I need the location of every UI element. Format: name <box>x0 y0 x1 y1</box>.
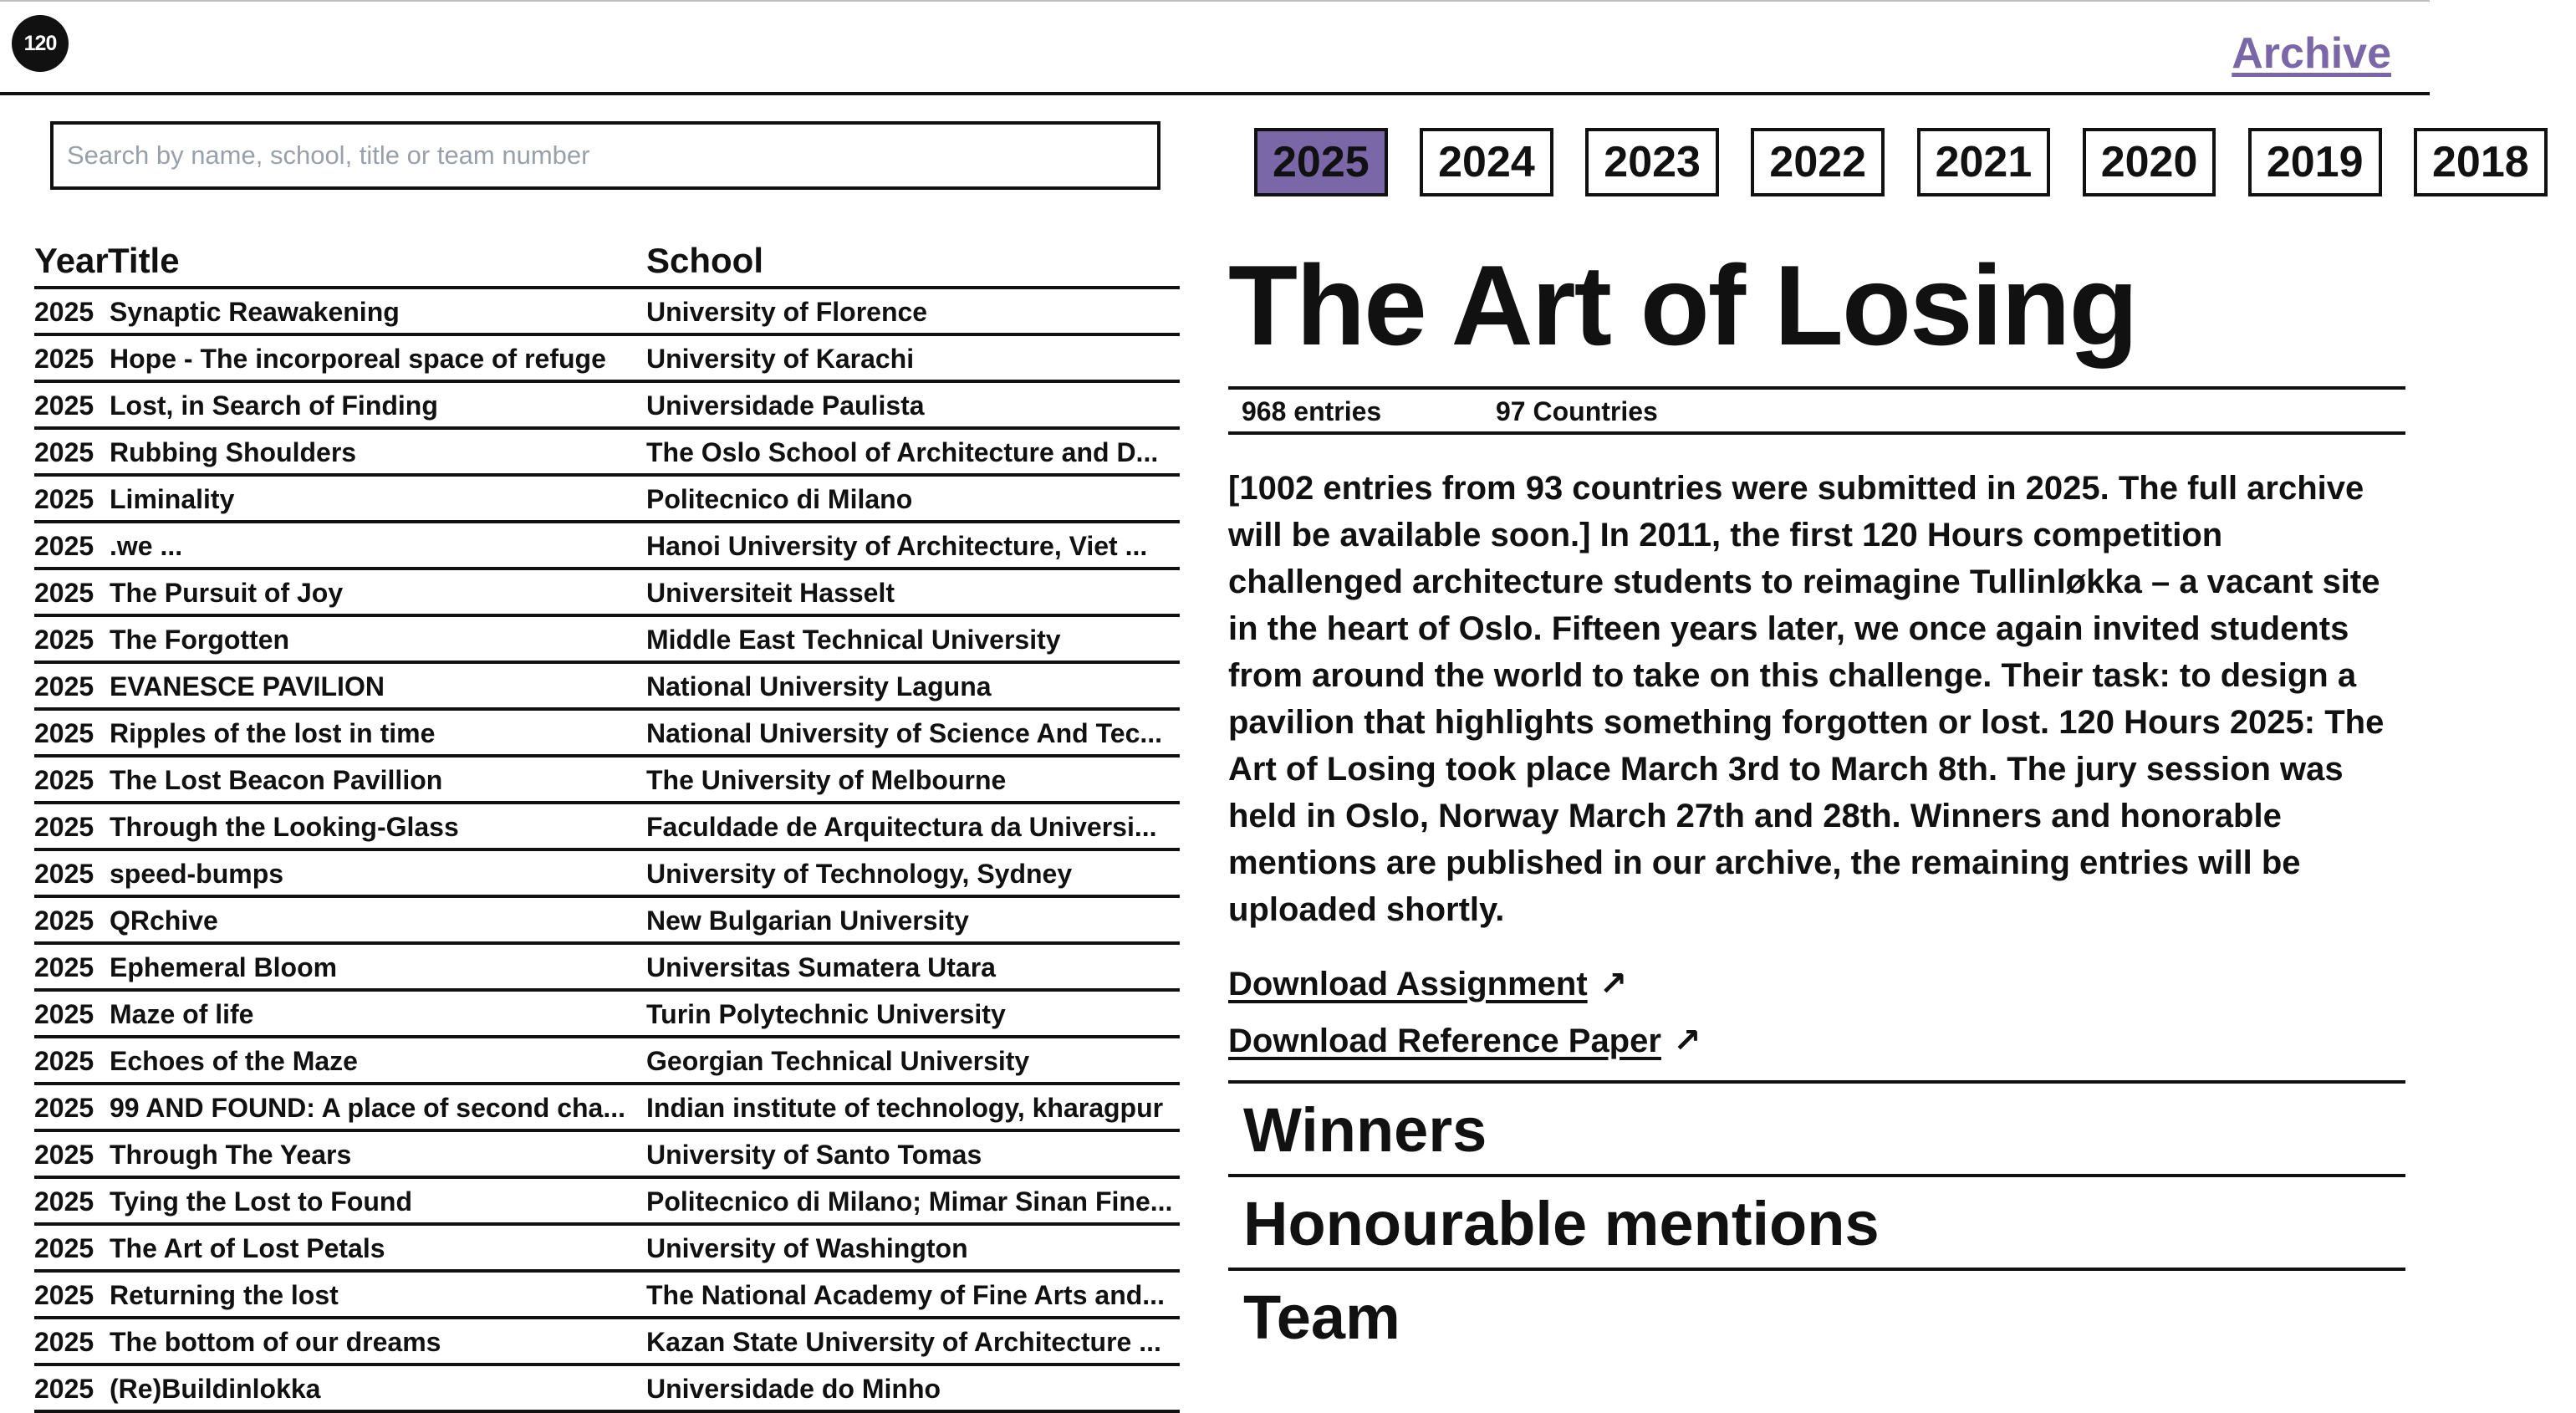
table-row[interactable] <box>34 1319 1180 1366</box>
year-button[interactable]: 2022 <box>1751 128 1885 196</box>
cell-school: National University Laguna <box>646 671 992 701</box>
table-row[interactable] <box>34 1273 1180 1319</box>
cell-school: Hanoi University of Architecture, Viet ... <box>646 531 1148 561</box>
cell-year: 2025 <box>34 765 94 795</box>
search-input[interactable] <box>50 121 1160 190</box>
competition-detail <box>1228 242 2405 1361</box>
table-row[interactable] <box>34 477 1180 523</box>
cell-title: Lost, in Search of Finding <box>110 390 438 421</box>
cell-school: University of Karachi <box>646 344 915 374</box>
year-button[interactable]: 2021 <box>1917 128 2051 196</box>
year-button[interactable]: 2024 <box>1420 128 1553 196</box>
cell-title: Ephemeral Bloom <box>110 952 338 982</box>
cell-title: Returning the lost <box>110 1280 339 1310</box>
cell-title: speed-bumps <box>110 859 284 889</box>
cell-title: Through The Years <box>110 1140 352 1170</box>
entries-table <box>34 234 1180 1413</box>
page-title: The Art of Losing <box>1228 242 2137 369</box>
year-button[interactable]: 2025 <box>1254 128 1388 196</box>
table-row[interactable] <box>34 992 1180 1038</box>
table-row[interactable] <box>34 1366 1180 1413</box>
table-row[interactable] <box>34 898 1180 945</box>
year-button[interactable]: 2023 <box>1585 128 1719 196</box>
cell-school: The National Academy of Fine Arts and... <box>646 1280 1165 1310</box>
cell-title: Through the Looking-Glass <box>110 812 459 842</box>
external-arrow-icon: ↗ <box>1672 1023 1701 1059</box>
cell-school: National University of Science And Tec... <box>646 718 1163 748</box>
cell-year: 2025 <box>34 671 94 701</box>
table-row[interactable] <box>34 430 1180 477</box>
cell-school: Indian institute of technology, kharagpur <box>646 1093 1164 1123</box>
cell-school: Universiteit Hasselt <box>646 578 895 608</box>
year-button[interactable]: 2020 <box>2083 128 2216 196</box>
table-header <box>34 234 1180 289</box>
cell-school: Politecnico di Milano; Mimar Sinan Fine... <box>646 1186 1173 1217</box>
cell-year: 2025 <box>34 297 94 327</box>
cell-year: 2025 <box>34 625 94 655</box>
cell-year: 2025 <box>34 1093 94 1123</box>
external-arrow-icon: ↗ <box>1599 966 1628 1002</box>
table-row[interactable] <box>34 1226 1180 1273</box>
table-row[interactable] <box>34 664 1180 711</box>
table-row[interactable] <box>34 1132 1180 1179</box>
table-row[interactable] <box>34 570 1180 617</box>
stats-bar <box>1228 386 2405 435</box>
cell-school: The University of Melbourne <box>646 765 1007 795</box>
cell-year: 2025 <box>34 578 94 608</box>
downloads <box>1228 965 2405 1060</box>
cell-year: 2025 <box>34 1140 94 1170</box>
cell-title: QRchive <box>110 905 218 936</box>
column-header-school[interactable]: School <box>646 241 764 280</box>
cell-year: 2025 <box>34 952 94 982</box>
cell-title: Liminality <box>110 484 235 514</box>
cell-year: 2025 <box>34 859 94 889</box>
table-row[interactable] <box>34 383 1180 430</box>
cell-school: Faculdade de Arquitectura da Universi... <box>646 812 1157 842</box>
cell-title: EVANESCE PAVILION <box>110 671 385 701</box>
site-header <box>0 2 2430 95</box>
section-list <box>1228 1080 2405 1361</box>
table-row[interactable] <box>34 945 1180 992</box>
cell-year: 2025 <box>34 344 94 374</box>
cell-school: Politecnico di Milano <box>646 484 913 514</box>
cell-title: Hope - The incorporeal space of refuge <box>110 344 606 374</box>
section-honourable-mentions[interactable]: Honourable mentions <box>1228 1174 2405 1268</box>
table-row[interactable] <box>34 289 1180 336</box>
year-selector <box>1254 128 2529 203</box>
table-row[interactable] <box>34 804 1180 851</box>
cell-school: University of Washington <box>646 1233 968 1263</box>
cell-title: .we ... <box>110 531 183 561</box>
table-row[interactable] <box>34 758 1180 804</box>
cell-school: University of Santo Tomas <box>646 1140 982 1170</box>
cell-year: 2025 <box>34 1046 94 1076</box>
cell-title: Maze of life <box>110 999 254 1029</box>
cell-year: 2025 <box>34 999 94 1029</box>
cell-title: The bottom of our dreams <box>110 1327 441 1357</box>
table-row[interactable] <box>34 523 1180 570</box>
cell-title: Rubbing Shoulders <box>110 437 357 467</box>
cell-title: Synaptic Reawakening <box>110 297 400 327</box>
cell-school: Georgian Technical University <box>646 1046 1030 1076</box>
cell-year: 2025 <box>34 484 94 514</box>
cell-title: Echoes of the Maze <box>110 1046 358 1076</box>
cell-year: 2025 <box>34 905 94 936</box>
column-header-year[interactable]: Year <box>34 241 109 280</box>
cell-title: The Lost Beacon Pavillion <box>110 765 443 795</box>
download-assignment-link[interactable] <box>1228 965 2405 1003</box>
section-team[interactable]: Team <box>1228 1268 2405 1361</box>
cell-year: 2025 <box>34 531 94 561</box>
description: [1002 entries from 93 countries were submitted in 2025. The full archive will be available soon.] In 2011, the first 120 Hours competition challenged architecture students to reimagine Tullinløkka – a vacant site in the heart of Oslo. Fifteen years later, we once again invited students from around the world to take on this challenge. Their task: to design a pavilion that highlights something forgotten or lost. 120 Hours 2025: The Art of Losing took place March 3rd to March 8th. The jury session was held in Oslo, Norway March 27th and 28th. Winners and honorable mentions are published in our archive, the remaining entries will be uploaded shortly. <box>1228 470 2385 928</box>
table-row[interactable] <box>34 1179 1180 1226</box>
table-row[interactable] <box>34 711 1180 758</box>
logo[interactable]: 120 <box>12 15 69 72</box>
section-winners[interactable]: Winners <box>1228 1080 2405 1174</box>
download-reference-label: Download Reference Paper <box>1228 1023 1661 1059</box>
cell-school: Universidade Paulista <box>646 390 925 421</box>
cell-school: Kazan State University of Architecture ... <box>646 1327 1161 1357</box>
cell-year: 2025 <box>34 1327 94 1357</box>
column-header-title[interactable]: Title <box>108 241 180 280</box>
table-row[interactable] <box>34 617 1180 664</box>
cell-title: 99 AND FOUND: A place of second cha... <box>110 1093 625 1123</box>
archive-link[interactable]: Archive <box>2232 29 2391 78</box>
cell-year: 2025 <box>34 812 94 842</box>
cell-title: The Forgotten <box>110 625 290 655</box>
cell-year: 2025 <box>34 390 94 421</box>
cell-school: The Oslo School of Architecture and D... <box>646 437 1159 467</box>
cell-year: 2025 <box>34 1374 94 1404</box>
cell-title: The Pursuit of Joy <box>110 578 344 608</box>
cell-title: Tying the Lost to Found <box>110 1186 412 1217</box>
cell-year: 2025 <box>34 437 94 467</box>
cell-school: University of Florence <box>646 297 928 327</box>
cell-year: 2025 <box>34 1233 94 1263</box>
table-row[interactable] <box>34 851 1180 898</box>
download-assignment-label: Download Assignment <box>1228 966 1588 1002</box>
table-body <box>34 289 1180 1413</box>
cell-school: University of Technology, Sydney <box>646 859 1073 889</box>
cell-school: Universitas Sumatera Utara <box>646 952 996 982</box>
cell-school: New Bulgarian University <box>646 905 969 936</box>
year-button[interactable]: 2018 <box>2414 128 2548 196</box>
entries-count: 968 entries <box>1242 396 1382 426</box>
cell-year: 2025 <box>34 1280 94 1310</box>
download-reference-link[interactable] <box>1228 1022 2405 1060</box>
cell-school: Universidade do Minho <box>646 1374 941 1404</box>
table-row[interactable] <box>34 1085 1180 1132</box>
cell-year: 2025 <box>34 718 94 748</box>
table-row[interactable] <box>34 336 1180 383</box>
table-row[interactable] <box>34 1038 1180 1085</box>
cell-year: 2025 <box>34 1186 94 1217</box>
countries-count: 97 Countries <box>1496 396 1658 426</box>
cell-title: Ripples of the lost in time <box>110 718 436 748</box>
cell-title: The Art of Lost Petals <box>110 1233 385 1263</box>
cell-school: Turin Polytechnic University <box>646 999 1006 1029</box>
cell-title: (Re)Buildinlokka <box>110 1374 321 1404</box>
cell-school: Middle East Technical University <box>646 625 1061 655</box>
year-button[interactable]: 2019 <box>2248 128 2382 196</box>
